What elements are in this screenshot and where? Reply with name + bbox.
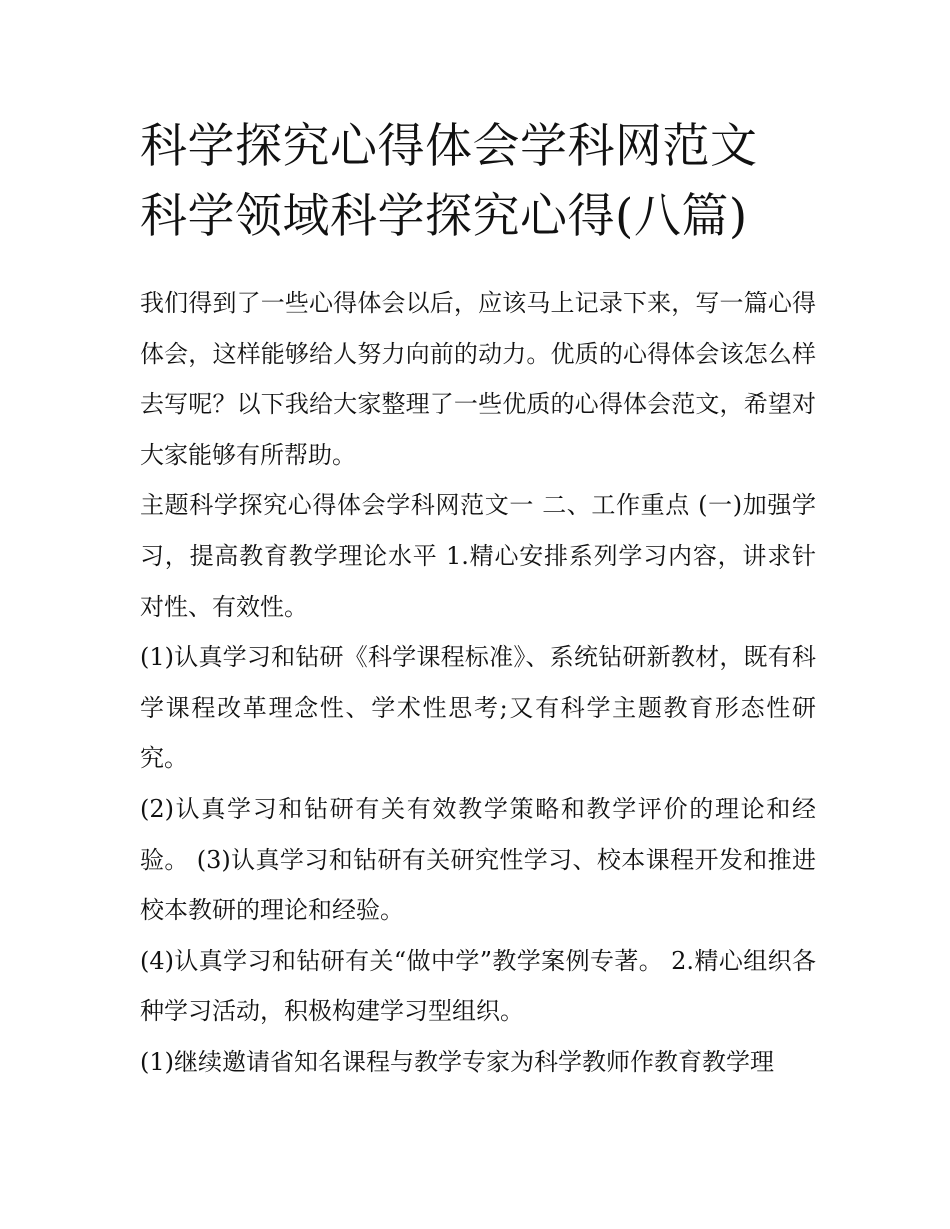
paragraph-item-continued: (1)继续邀请省知名课程与教学专家为科学教师作教育教学理 <box>140 1047 774 1076</box>
paragraph-item-1: (1)认真学习和钻研《科学课程标准》、系统钻研新教材，既有科学课程改革理念性、学术性思考;又有科学主题教育形态性研究。 <box>140 643 816 773</box>
paragraph-intro: 我们得到了一些心得体会以后，应该马上记录下来，写一篇心得体会，这样能够给人努力向前的动力。优质的心得体会该怎么样去写呢？以下我给大家整理了一些优质的心得体会范文，希望对大家能够有所帮助。 <box>140 289 816 469</box>
document-body <box>140 112 816 1088</box>
title-line-1: 科学探究心得体会学科网范文 <box>140 119 758 174</box>
title-line-2: 科学领域科学探究心得(八篇) <box>140 189 748 244</box>
paragraph-item-4: (4)认真学习和钻研有关“做中学”教学案例专著。 2.精心组织各种学习活动，积极构建学习型组织。 <box>140 946 816 1026</box>
paragraph-item-2-3: (2)认真学习和钻研有关有效教学策略和教学评价的理论和经验。 (3)认真学习和钻研有关研究性学习、校本课程开发和推进校本教研的理论和经验。 <box>140 794 816 925</box>
paragraph-work-focus: 主题科学探究心得体会学科网范文一 二、工作重点 (一)加强学习，提高教育教学理论水平 1.精心安排系列学习内容，讲求针对性、有效性。 <box>140 491 816 621</box>
document-title <box>140 112 816 252</box>
